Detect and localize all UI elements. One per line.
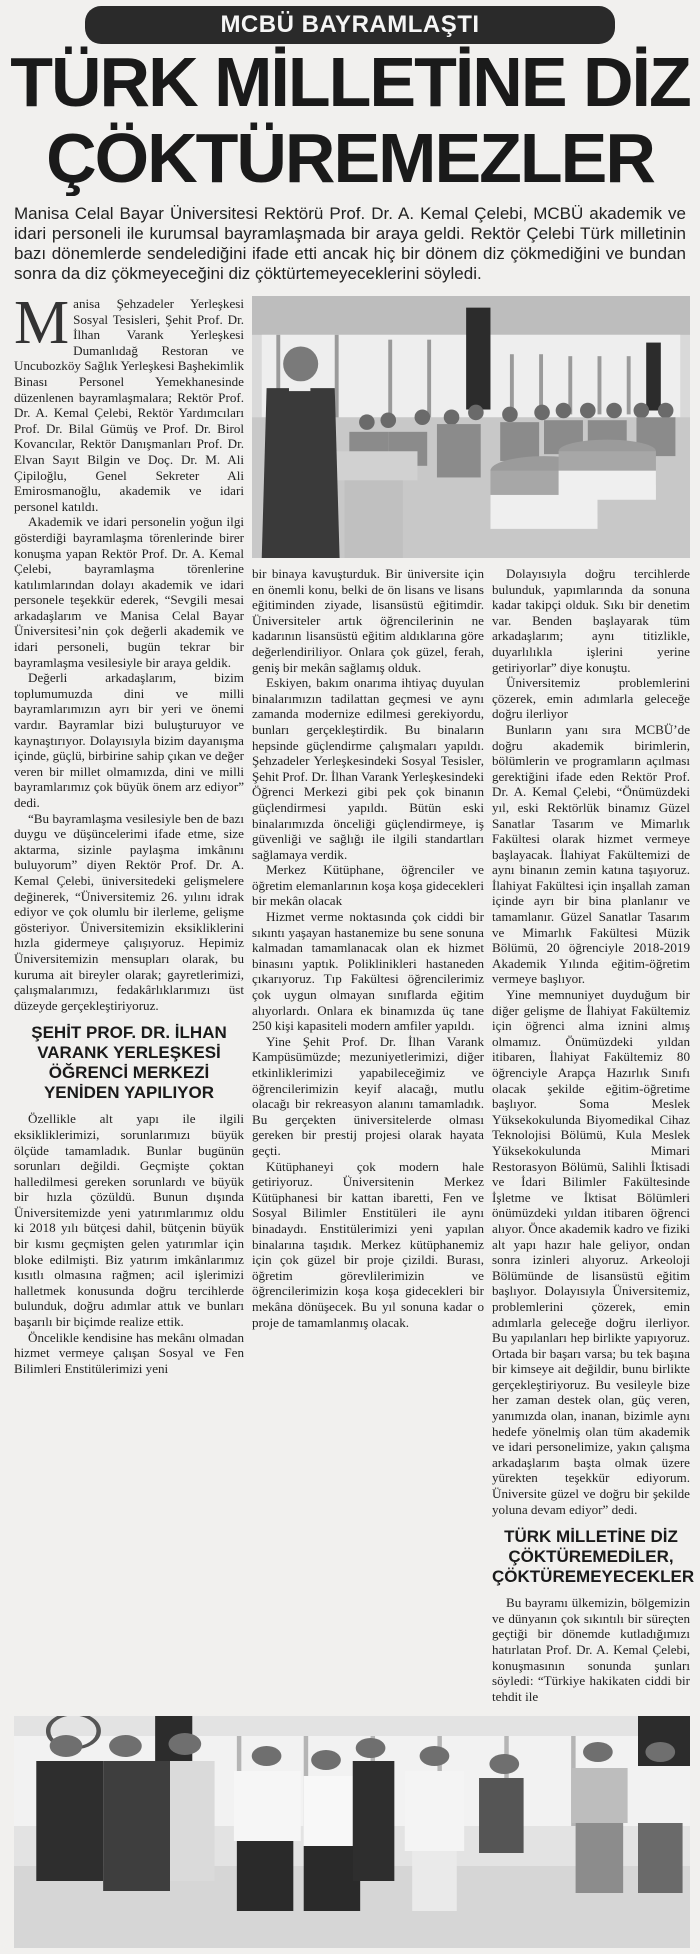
photo-greeting-illustration [14,1716,690,1948]
paragraph: Merkez Kütüphane, öğrenciler ve öğretim elemanlarının koşa koşa gidecekleri bir mekân olacak [252,862,484,909]
lead-paragraph: Manisa Celal Bayar Üniversitesi Rektörü Prof. Dr. A. Kemal Çelebi, MCBÜ akademik ve idari personeli ile kurumsal bayramlaşmada bir araya geldi. Rektör Çelebi Türk milletinin bazı dönemlerde sendelediğini ifade etti ancak hiç bir dönem diz çökmediğini ve bundan sonra da diz çökmeyeceğini diz çöktürtemeyeceklerini söyledi. [14,204,686,283]
kicker-banner: MCBÜ BAYRAMLAŞTI [85,6,615,44]
paragraph: Üniversitemiz problemlerini çözerek, emin adımlarla geleceğe doğru ilerliyor [492,675,690,722]
article-column-2 [252,566,484,1330]
article-body [14,289,695,1704]
paragraph: Bu bayramı ülkemizin, bölgemizin ve dünyanın çok sıkıntılı bir süreçten geçtiği bir dönemde kutladığımızı hatırlatan Prof. Dr. A. Kemal Çelebi, konuşmasının sonunda şunları söyledi: “Türkiye hakikaten ciddi bir tehdit ile [492,1595,690,1704]
paragraph: Yine Şehit Prof. Dr. İlhan Varank Kampüsümüzde; mezuniyetlerimizi, diğer etkinliklerimizi yapabileceğimiz ve öğrencilerimizin keyif alacağı, mutlu olacağı bir rekreasyon alanını tamamladık. Bu gerçekten üniversitelerde olması gereken bir prestij projesi olarak hayata geçti. [252,1033,484,1158]
paragraph: Kütüphaneyi çok modern hale getiriyoruz. Üniversitenin Merkez Kütüphanesi bir kattan ibaretti, Fen ve Sosyal Bilimler Enstitüleri ile aynı binadaydı. Enstitülerimizi yeni yapılan binalarına taşıdık. Merkez kütüphanemiz için çok güzel bir proje çizildi. Burası, öğretim görevlilerimizin ve öğrencilerimizin koşa koşa gidecekleri bir mekâna dönüşecek. Bu yıl sonuna kadar o proje de tamamlanmış olacak. [252,1158,484,1330]
paragraph: bir binaya kavuşturduk. Bir üniversite için en önemli konu, belki de ön lisans ve lisans eğitiminden ziyade, lisansüstü eğitimdir. Üniversiteler artık öğrencilerinin ne kadarının lisansüstü eğitim aldıklarına göre değerlendiriliyor. Onlara çok güzel, ferah, geniş bir mekân sağlamış olduk. [252,566,484,675]
headline-line-2: ÇÖKTÜREMEZLER [46,120,654,196]
left-column-stack [14,289,244,1376]
paragraph: Bunların yanı sıra MCBÜ’de doğru akademik birimlerin, bölümlerin ve programların açılması gerektiğini ifade eden Rektör Prof. Dr. A. Kemal Çelebi, “Önümüzdeki yıl, eski Rektörlük binamız Güzel Sanatlar Tasarım ve Mimarlık Fakültesi olarak hizmet vermeye başlayacak. İlahiyat Fakültemizi de aynı binanın zemin katına taşıyoruz. İlahiyat Fakültesi için inşallah zaman içinde ayrı bir bina planlanır ve tamamlanır. Güzel Sanatlar Tasarım ve Mimarlık Fakültesi Müzik Bölümü, 20 öğrenciyle 2018-2019 Akademik Yılında eğitim-öğretim vermeye başlıyor. [492,721,690,987]
paragraph: Özellikle alt yapı ile ilgili eksikliklerimizi, sorunlarımızı büyük ölçüde tamamladık. Bunlar bugünün sorunları değildi. Geçmişte çoktan halledilmesi gereken sorunlardı ve büyük bir hızla çözüldü. Bunun dışında Üniversitemizde yeni yatırımlarımız oldu ki 2018 yılı bütçesi dahil, bütçenin büyük bir kısmı geçmişten gelen yatırımlar için bloke edilmişti. Biz yatırım imkânlarımız kısıtlı olmasına rağmen; acil işlerimizi halletmek konusunda doğru tercihlerde bulunduk, doğru adımlar attık ve bunları başarılı bir biçimde realize ettik. [14,1111,244,1330]
photo-greeting-line [14,1716,690,1948]
right-column-stack [252,296,695,1704]
paragraph: Öncelikle kendisine has mekânı olmadan hizmet vermeye çalışan Sosyal ve Fen Bilimleri Enstitülerimizi yeni [14,1329,244,1376]
photo-speaker-at-podium [252,296,690,558]
article-column-3 [492,566,690,1517]
columns-2-3 [252,566,695,1704]
paragraph: Yine memnuniyet duyduğum bir diğer gelişme de İlahiyat Fakültemiz için öğrenci alma iznini almış olmamız. Önümüzdeki yıldan itibaren, İlahiyat Fakültemiz 80 öğrenciyle Arapça Hazırlık Sınıfı olacak şekilde eğitim-öğretime başlıyor. Soma Meslek Yüksekokulunda Biyomedikal Cihaz Teknolojisi Bölümü, Kula Meslek Yüksekokulunda Mimari Restorasyon Bölümü, Salihli İktisadi ve İdari Bilimler Fakültesinde İşletme ve İktisat Bölümleri önümüzdeki yıldan itibaren öğrenci alıyor. Önce akademik kadro ve fiziki alt yapı hazır hale geliyor, ondan sonra izinleri alıyoruz. Arkeoloji Bölümünde de lisansüstü eğitim başlıyor. Dolayısıyla Üniversitemiz, problemlerini çözerek, emin adımlarla geleceğe doğru ilerliyor. Bu yapılanları hep birlikte yapıyoruz. Ortada bir başarı varsa; bu tek başına bir kimseye ait değildir, bunu birlikte gerçekleştiriyoruz. Bu vesileyle bize her zaman destek olan, güç veren, yanımızda olan, inanan, bizimle aynı hedefe yönelmiş olan tüm akademik ve idari personelimize, yakın çalışma arkadaşlarım başta olmak üzere yürekten teşekkür ediyorum. Üniversite güzel ve doğru bir şekilde yoluna devam ediyor” dedi. [492,987,690,1517]
paragraph: Dolayısıyla doğru tercihlerde bulunduk, yapımlarında da sonuna kadar takipçi olduk. Sıkı bir denetim var. Benden başlayarak tüm arkadaşlarım; aynı titizlikle, duyarlılıkla işlerini yerine getiriyorlar” diye konuştu. [492,566,690,675]
subheading-diz-coktüremediler: TÜRK MİLLETİNE DİZ ÇÖKTÜREMEDİLER, ÇÖKTÜREMEYECEKLER [492,1527,695,1587]
headline-line-1: TÜRK MİLLETİNE DİZ [10,44,690,120]
photo-speaker-illustration [252,296,690,558]
article-column-3-continued [492,1595,690,1704]
paragraph: Akademik ve idari personelin yoğun ilgi gösterdiği bayramlaşma törenlerinde birer konuşma yapan Rektör Prof. Dr. A. Kemal Çelebi, bayramlaşma törenlerine katılımlarından dolayı akademik ve idari personele teşekkür ederek, “Sevgili mesai arkadaşlarım ve Manisa Celal Bayar Üniversitesi’nin çok değerli akademik ve idari personeli, bugün tekrar bir bayramlaşma vesilesiyle bir araya geldik. [14,514,244,670]
paragraph: Eskiyen, bakım onarıma ihtiyaç duyulan binalarımızın tadilattan geçmesi ve aynı zamanda modernize edilmesi gerekiyordu, bunları gerçekleştirdik. Bu binaların hepsinde güçlendirme çalışmaları yapıldı. Şehzadeler Yerleşkesindeki Sosyal Tesisler, Şehit Prof. Dr. İlhan Varank Yerleşkesindeki Öğrenci Merkezi gibi pek çok binanın güçlendirmesi yapıldı. Bütün eski binalarımızda önceliği güçlendirmeye, iş güvenliği ve sağlığı ile ilgili standartları sağlamaya verdik. [252,675,484,862]
column-3-stack [492,566,695,1704]
drop-cap: M [14,289,70,357]
article-column-1 [14,289,244,1013]
subheading-ogrenci-merkezi: ŞEHİT PROF. DR. İLHAN VARANK YERLEŞKESİ ÖĞRENCİ MERKEZİ YENİDEN YAPILIYOR [31,1023,227,1103]
paragraph-intro [14,289,244,514]
paragraph: “Bu bayramlaşma vesilesiyle ben de bazı duygu ve düşüncelerimi ifade etme, size aktarma, sizinle paylaşma imkânını buluyorum” diyen Rektör Prof. Dr. A. Kemal Çelebi, üniversitedeki gelişmelere değinerek, “Üniversitemiz 26. yılını idrak ediyor ve çok olumlu bir ilerleme, gelişme gösteriyor. Üniversitemizin eksikliklerini hızla gidermeye çalışıyoruz. Hepimiz Üniversitemizin mensupları olarak, bu kuruma ait bireyler olarak; gayretlerimizi, çalışmalarımızı, fedakârlıklarımızı üst düzeyde gerçekleştiriyoruz. [14,810,244,1013]
paragraph: Hizmet verme noktasında çok ciddi bir sıkıntı yaşayan hastanemize bu sene sonuna kalmadan tamamlanacak olan ek hizmet binasını yaptık. Poliklinikleri hastaneden çıkarıyoruz. Tıp Fakültesi öğrencilerimiz çok uygun olmayan sınıflarda eğitim alıyorlardı. Onlara ek binamızda üç tane 250 kişi kapasiteli modern amfiler yapıldı. [252,909,484,1034]
paragraph-intro-text: anisa Şehzadeler Yerleşkesi Sosyal Tesisleri, Şehit Prof. Dr. İlhan Varank Yerleşkesi Dumanlıdağ Restoran ve Uncubozköy Sağlık Yerleşkesi Başhekimlik Binası Personel Yemekhanesinde düzenlenen bayramlaşmalara; Rektör Prof. Dr. A. Kemal Çelebi, Rektör Yardımcıları Prof. Dr. Bilal Gümüş ve Prof. Dr. Birol Kovancılar, Rektör Danışmanları Prof. Dr. Elvan Sayıt Bilgin ve Doç. Dr. M. Ali Çipiloğlu, Genel Sekreter Ali Emirosmanoğlu, akademik ve idari personel katıldı. [14,296,244,514]
paragraph: Değerli arkadaşlarım, bizim toplumumuzda dini ve milli bayramlarımızın ayrı bir yeri ve önemi vardır. Bayramlar bizi buluşturuyor ve kaynaştırıyor. Dolayısıyla bizim dayanışma içinde, güçlü, birbirine sahip çıkan ve değer veren bir millet olmamızda, dini ve milli bayramlarımız çok büyük önem arz ediyor” dedi. [14,670,244,810]
article-column-1-continued [14,1111,244,1376]
